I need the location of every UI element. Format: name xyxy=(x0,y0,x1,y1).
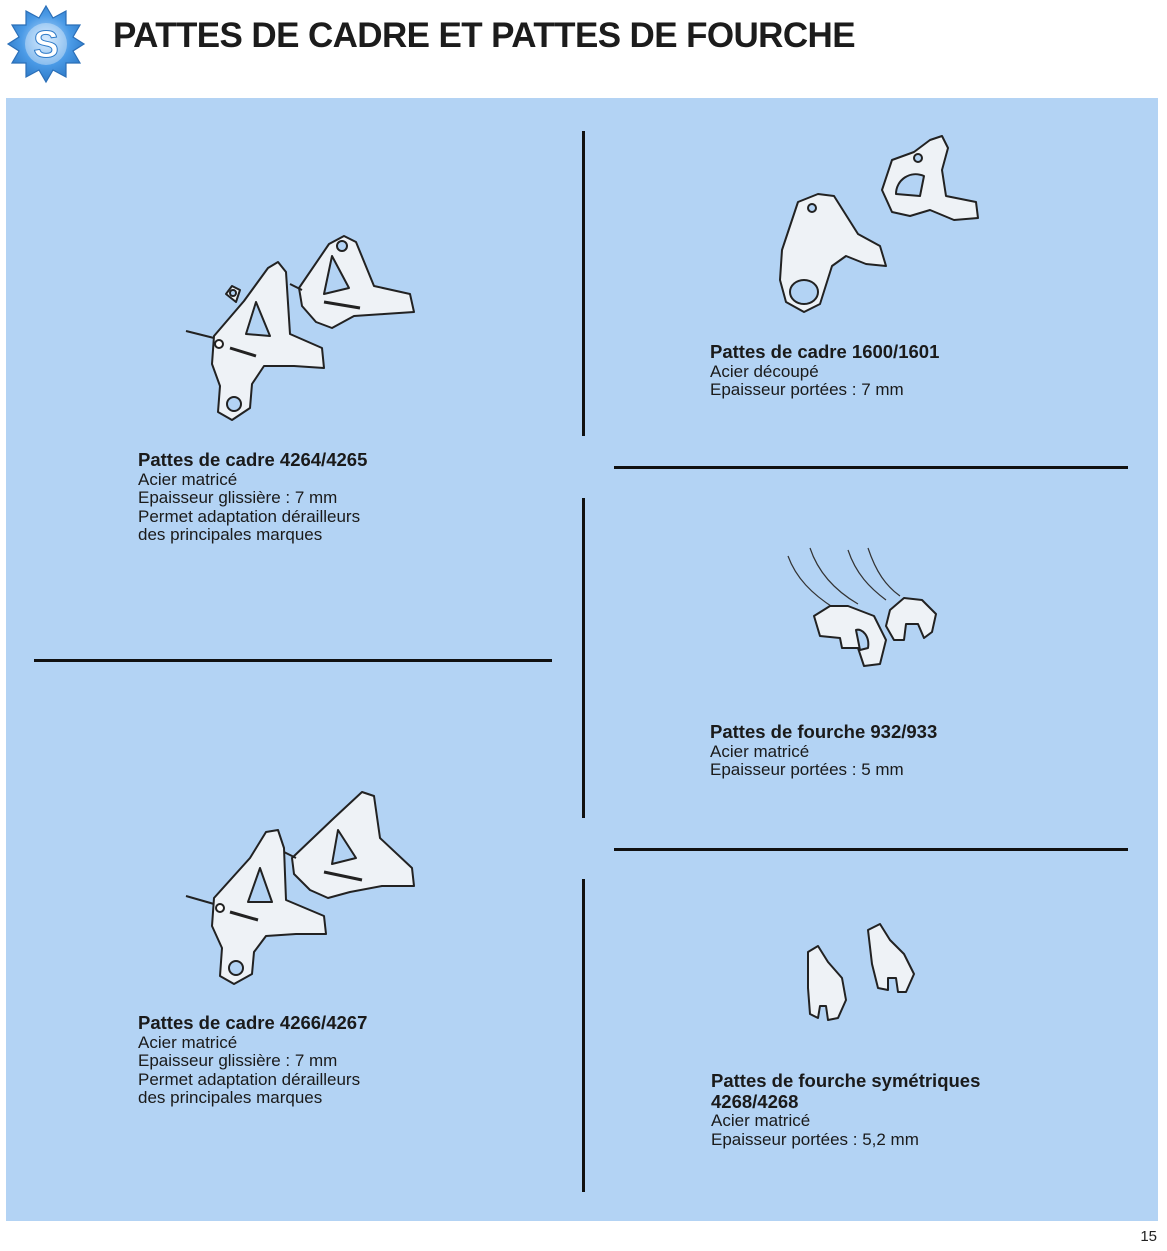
page-number: 15 xyxy=(1140,1228,1157,1245)
frame-dropout-4266-4267-illustration xyxy=(174,788,424,988)
product-frame-dropout-1600-1601 xyxy=(710,342,939,400)
product-spec: des principales marques xyxy=(138,525,323,544)
horizontal-divider-right-top xyxy=(614,466,1128,469)
product-name: Pattes de fourche symétriques 4268/4268 xyxy=(711,1070,981,1112)
vertical-divider-middle xyxy=(582,498,585,818)
product-frame-dropout-4266-4267 xyxy=(138,1013,367,1108)
frame-dropout-4264-4265-illustration xyxy=(174,216,424,426)
fork-dropout-932-933-illustration xyxy=(782,544,952,674)
horizontal-divider-left xyxy=(34,659,552,662)
product-name: Pattes de cadre 1600/1601 xyxy=(710,341,940,362)
product-spec: Permet adaptation dérailleurs xyxy=(138,506,361,526)
product-name: Pattes de cadre 4264/4265 xyxy=(138,449,368,470)
product-spec: Epaisseur glissière : 7 mm xyxy=(138,1051,338,1070)
product-fork-dropout-4268 xyxy=(711,1071,1041,1149)
fork-dropout-4268-illustration xyxy=(802,922,932,1022)
page-title: PATTES DE CADRE ET PATTES DE FOURCHE xyxy=(113,16,855,55)
product-name: Pattes de cadre 4266/4267 xyxy=(138,1012,368,1033)
product-frame-dropout-4264-4265 xyxy=(138,450,367,545)
product-spec: Epaisseur portées : 5 mm xyxy=(710,760,904,779)
logo-letter: S xyxy=(33,24,59,66)
product-name: Pattes de fourche 932/933 xyxy=(710,721,938,742)
product-spec: Acier matricé xyxy=(138,1032,238,1052)
product-spec: Acier découpé xyxy=(710,361,819,381)
product-spec: Acier matricé xyxy=(138,469,238,489)
product-spec: Permet adaptation dérailleurs xyxy=(138,1069,361,1089)
product-spec: Epaisseur portées : 7 mm xyxy=(710,380,904,399)
product-spec: Epaisseur glissière : 7 mm xyxy=(138,488,338,507)
product-spec: des principales marques xyxy=(138,1088,323,1107)
frame-dropout-1600-1601-illustration xyxy=(770,130,990,320)
company-logo xyxy=(6,4,86,84)
product-spec: Acier matricé xyxy=(711,1111,811,1130)
catalog-panel xyxy=(6,98,1158,1221)
vertical-divider-bottom xyxy=(582,879,585,1192)
product-spec: Epaisseur portées : 5,2 mm xyxy=(711,1129,919,1149)
product-spec: Acier matricé xyxy=(710,741,810,761)
vertical-divider-top xyxy=(582,131,585,436)
horizontal-divider-right-bottom xyxy=(614,848,1128,851)
product-fork-dropout-932-933 xyxy=(710,722,937,780)
